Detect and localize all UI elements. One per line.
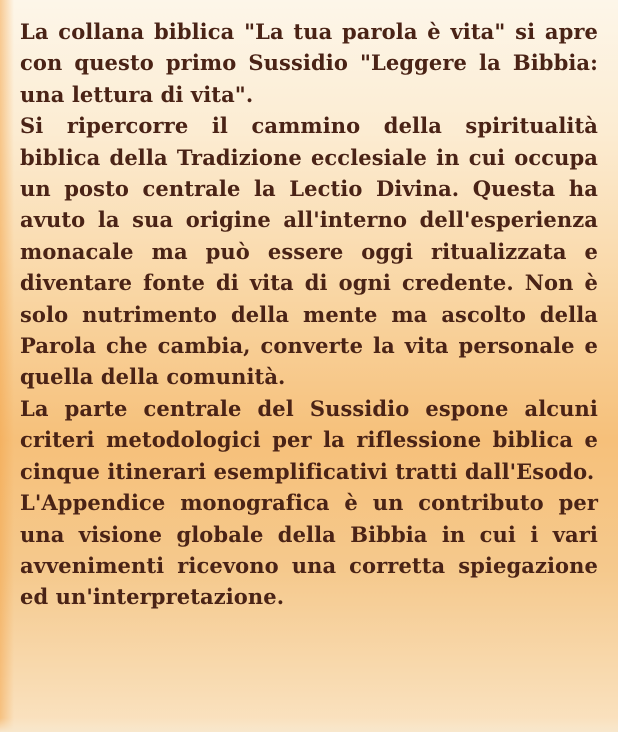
paragraph-intro: La collana biblica "La tua parola è vita" si apre con questo primo Sussidio "Leggere la Bibbia: una lettura di vita". [20,19,598,107]
paragraph-appendix: L'Appendice monografica è un contributo per una visione globale della Bibbia in cui i vari avvenimenti ricevono una corretta spiegazione ed un'interpretazione. [20,490,598,610]
description-text [20,16,598,613]
paragraph-central-part: La parte centrale del Sussidio espone alcuni criteri metodologici per la riflessione biblica e cinque itinerari esemplificativi tratti dall'Esodo. [20,395,598,484]
paragraph-lectio-divina: Si ripercorre il cammino della spiritualità biblica della Tradizione ecclesiale in cui occupa un posto centrale la Lectio Divina. Questa ha avuto la sua origine all'interno dell'esperienza monacale ma può essere oggi ritualizzata e diventare fonte di vita di ogni credente. Non è solo nutrimento della mente ma ascolto della Parola che cambia, converte la vita personale e quella della comunità. [20,113,598,390]
bottom-edge-shading [0,718,618,732]
left-edge-shading [0,0,14,732]
